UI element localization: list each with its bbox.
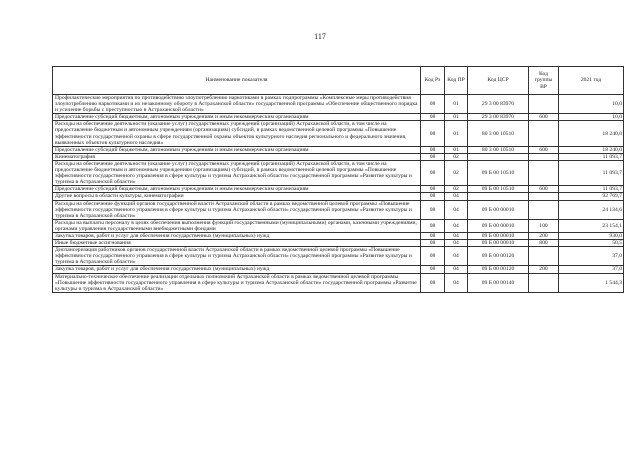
cell-pr: 01 — [445, 121, 468, 146]
cell-pr: 01 — [445, 146, 468, 153]
cell-vr: 600 — [529, 114, 559, 121]
cell-rz: 08 — [421, 200, 445, 219]
cell-amount: 37,0 — [559, 266, 624, 273]
cell-rz: 08 — [421, 121, 445, 146]
cell-rz: 08 — [421, 193, 445, 200]
table-row — [53, 186, 624, 193]
header-rz: Код Рз — [421, 67, 445, 95]
cell-pr: 04 — [445, 232, 468, 239]
cell-pr: 02 — [445, 153, 468, 160]
cell-name: Закупка товаров, работ и услуг для обеспечения государственных (муниципальных) нужд — [53, 232, 421, 239]
cell-amount: 23 154,1 — [559, 219, 624, 232]
cell-pr: 04 — [445, 219, 468, 232]
cell-rz: 08 — [421, 114, 445, 121]
cell-rz: 08 — [421, 240, 445, 247]
cell-amount: 50,5 — [559, 240, 624, 247]
cell-csr: 09 Б 00 00010 — [468, 240, 529, 247]
cell-name: Иные бюджетные ассигнования — [53, 240, 421, 247]
cell-rz: 08 — [421, 273, 445, 292]
cell-csr: 29 3 00 83970 — [468, 114, 529, 121]
header-pr: Код ПР — [445, 67, 468, 95]
cell-amount: 92 769,7 — [559, 193, 624, 200]
cell-vr: 100 — [529, 219, 559, 232]
cell-name: Предоставление субсидий бюджетным, автономным учреждениям и иным некоммерческим организациям — [53, 186, 421, 193]
table-header-row — [53, 67, 624, 95]
cell-csr: 29 3 00 83970 — [468, 95, 529, 114]
cell-csr: 80 3 00 10510 — [468, 146, 529, 153]
cell-csr: 09 Б 00 00010 — [468, 232, 529, 239]
cell-csr: 09 Б 00 00120 — [468, 266, 529, 273]
table-row — [53, 193, 624, 200]
table-row — [53, 273, 624, 292]
header-amount: 2021 год — [559, 67, 624, 95]
cell-vr — [529, 247, 559, 266]
cell-name: Материально-техническое обеспечение реализации отдельных полномочий Астраханской области в рамках ведомственной целевой программы «Повышение эффективности государственного управления в сфере культуры и туризма Астраханской области» государственной программы «Развитие культуры и туризма в Астраханской области» — [53, 273, 421, 292]
cell-name: Кинематография — [53, 153, 421, 160]
cell-vr: 800 — [529, 240, 559, 247]
cell-rz: 08 — [421, 232, 445, 239]
cell-name: Профилактические мероприятия по противодействию злоупотреблению наркотиками в рамках подпрограммы «Комплексные меры противодействия злоупотреблению наркотиками и их незаконному обороту в Астраханской области» государственной программы «Обеспечение общественного порядка и усиление борьбы с преступностью в Астраханской области» — [53, 95, 421, 114]
cell-amount: 37,0 — [559, 247, 624, 266]
cell-amount: 24 134,6 — [559, 200, 624, 219]
table-row — [53, 266, 624, 273]
cell-name: Другие вопросы в области культуры, кинематографии — [53, 193, 421, 200]
cell-pr: 04 — [445, 200, 468, 219]
cell-name: Диспансеризация работников органов государственной власти Астраханской области в рамках ведомственной целевой программы «Повышение эффективности государственного управления в сфере культуры и туризма Астраханской области» государственной программы «Развитие культуры и туризма в Астраханской области» — [53, 247, 421, 266]
table-row — [53, 121, 624, 146]
cell-pr: 04 — [445, 247, 468, 266]
table-row — [53, 240, 624, 247]
cell-pr: 01 — [445, 95, 468, 114]
cell-name: Предоставление субсидий бюджетным, автономным учреждениям и иным некоммерческим организациям — [53, 114, 421, 121]
cell-pr: 01 — [445, 114, 468, 121]
cell-vr — [529, 121, 559, 146]
cell-rz: 08 — [421, 160, 445, 185]
cell-csr — [468, 193, 529, 200]
cell-csr: 09 Б 00 00010 — [468, 219, 529, 232]
cell-vr — [529, 160, 559, 185]
cell-vr: 600 — [529, 146, 559, 153]
cell-csr — [468, 153, 529, 160]
table-row — [53, 114, 624, 121]
cell-amount: 18 240,0 — [559, 146, 624, 153]
cell-amount: 1 544,3 — [559, 273, 624, 292]
table-row — [53, 247, 624, 266]
cell-amount: 930,0 — [559, 232, 624, 239]
cell-name: Предоставление субсидий бюджетным, автономным учреждениям и иным некоммерческим организациям — [53, 146, 421, 153]
cell-pr: 02 — [445, 186, 468, 193]
cell-pr: 04 — [445, 193, 468, 200]
cell-vr — [529, 200, 559, 219]
cell-rz: 08 — [421, 186, 445, 193]
cell-pr: 04 — [445, 240, 468, 247]
table-row — [53, 146, 624, 153]
cell-rz: 08 — [421, 219, 445, 232]
cell-rz: 08 — [421, 247, 445, 266]
header-vr: Код группы ВР — [529, 67, 559, 95]
cell-amount: 11 093,7 — [559, 186, 624, 193]
cell-amount: 10,0 — [559, 95, 624, 114]
cell-name: Расходы на выплаты персоналу в целях обеспечения выполнения функций государственными (муниципальными) органами, казенными учреждениями, органами управления государственными внебюджетными фондами — [53, 219, 421, 232]
cell-name: Расходы на обеспечение функций органов государственной власти Астраханской области в рамках ведомственной целевой программы «Повышение эффективности государственного управления в сфере культуры и туризма Астраханской области» государственной программы «Развитие культуры и туризма в Астраханской области» — [53, 200, 421, 219]
table-row — [53, 200, 624, 219]
cell-csr: 09 Б 00 10510 — [468, 186, 529, 193]
cell-csr: 09 Б 00 10510 — [468, 160, 529, 185]
cell-name: Расходы на обеспечение деятельности (оказание услуг) государственных учреждений (организаций) Астраханской области, в том числе на предоставление бюджетным и автономным учреждениям (организациям) субсидий, в рамках ведомственной целевой программы «Повышение эффективности государственной охраны в сфере государственной охраны объектов культурного наследия регионального и федерального значения, выявленных объектов культурного наследия» — [53, 121, 421, 146]
header-csr: Код ЦСР — [468, 67, 529, 95]
cell-vr: 600 — [529, 186, 559, 193]
table-row — [53, 153, 624, 160]
cell-pr: 04 — [445, 266, 468, 273]
cell-vr — [529, 153, 559, 160]
cell-name: Расходы на обеспечение деятельности (оказание услуг) государственных учреждений (организаций) Астраханской области, в том числе на предоставление бюджетным и автономным учреждениям (организациям) субсидий, в рамках ведомственной целевой программы «Повышение эффективности государственного управления в сфере культуры и туризма Астраханской области» государственной программы «Развитие культуры и туризма в Астраханской области» — [53, 160, 421, 185]
cell-vr — [529, 193, 559, 200]
cell-rz: 08 — [421, 146, 445, 153]
header-name: Наименование показателя — [53, 67, 421, 95]
cell-vr: 200 — [529, 232, 559, 239]
table-row — [53, 232, 624, 239]
cell-vr — [529, 95, 559, 114]
cell-vr: 200 — [529, 266, 559, 273]
cell-pr: 04 — [445, 273, 468, 292]
cell-amount: 11 093,7 — [559, 160, 624, 185]
table-row — [53, 160, 624, 185]
table-row — [53, 95, 624, 114]
cell-amount: 10,0 — [559, 114, 624, 121]
cell-name: Закупка товаров, работ и услуг для обеспечения государственных (муниципальных) нужд — [53, 266, 421, 273]
cell-rz: 08 — [421, 266, 445, 273]
cell-csr: 09 Б 00 00120 — [468, 247, 529, 266]
cell-pr: 02 — [445, 160, 468, 185]
page-number: 117 — [314, 32, 326, 41]
cell-csr: 09 Б 00 00010 — [468, 200, 529, 219]
cell-vr — [529, 273, 559, 292]
cell-amount: 18 240,0 — [559, 121, 624, 146]
cell-rz: 08 — [421, 153, 445, 160]
cell-csr: 80 3 00 10510 — [468, 121, 529, 146]
cell-amount: 11 093,7 — [559, 153, 624, 160]
cell-csr: 09 Б 00 00140 — [468, 273, 529, 292]
cell-rz: 08 — [421, 95, 445, 114]
budget-table — [52, 66, 624, 293]
table-row — [53, 219, 624, 232]
